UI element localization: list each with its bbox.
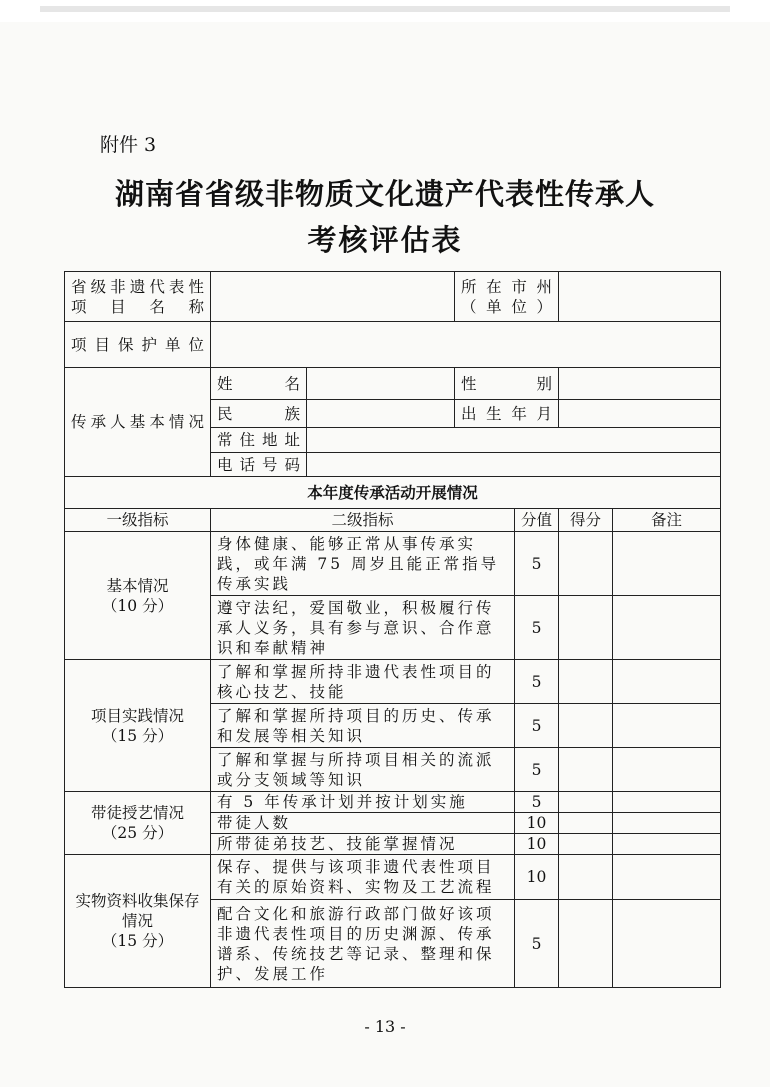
col-header-level2: 二级指标 — [211, 509, 515, 532]
note-field[interactable] — [613, 834, 721, 855]
table-row — [65, 322, 721, 368]
document-title: 湖南省省级非物质文化遗产代表性传承人 — [114, 177, 655, 211]
note-field[interactable] — [613, 532, 721, 596]
section-title: 本年度传承活动开展情况 — [65, 477, 721, 509]
indicator-text: 遵守法纪，爱国敬业，积极履行传承人义务，具有参与意识、合作意识和奉献精神 — [211, 596, 515, 660]
protection-unit-field[interactable] — [211, 322, 721, 368]
group-label: 带徒授艺情况 （25 分） — [65, 792, 211, 855]
table-row — [65, 532, 721, 596]
got-field[interactable] — [559, 855, 613, 900]
name-label: 姓 名 — [211, 368, 307, 400]
ethnicity-field[interactable] — [307, 400, 455, 428]
document-subtitle: 考核评估表 — [307, 223, 463, 257]
score-value: 10 — [515, 813, 559, 834]
indicator-text: 所带徒弟技艺、技能掌握情况 — [211, 834, 515, 855]
got-field[interactable] — [559, 660, 613, 704]
indicator-text: 身体健康、能够正常从事传承实践，或年满 75 周岁且能正常指导传承实践 — [211, 532, 515, 596]
protection-unit-label: 项目保护单位 — [65, 322, 211, 368]
ethnicity-label: 民 族 — [211, 400, 307, 428]
group-label: 项目实践情况 （15 分） — [65, 660, 211, 792]
score-value: 5 — [515, 532, 559, 596]
table-row — [65, 272, 721, 322]
col-header-score: 分值 — [515, 509, 559, 532]
gender-field[interactable] — [559, 368, 721, 400]
score-value: 5 — [515, 596, 559, 660]
note-field[interactable] — [613, 792, 721, 813]
note-field[interactable] — [613, 900, 721, 988]
score-value: 5 — [515, 900, 559, 988]
got-field[interactable] — [559, 596, 613, 660]
score-value: 5 — [515, 748, 559, 792]
table-row — [65, 660, 721, 704]
got-field[interactable] — [559, 748, 613, 792]
got-field[interactable] — [559, 704, 613, 748]
table-row — [65, 477, 721, 509]
table-row — [65, 368, 721, 400]
got-field[interactable] — [559, 792, 613, 813]
scan-top-edge — [0, 0, 770, 22]
indicator-text: 了解和掌握所持项目的历史、传承和发展等相关知识 — [211, 704, 515, 748]
address-field[interactable] — [307, 428, 721, 453]
table-row — [65, 792, 721, 813]
city-field[interactable] — [559, 272, 721, 322]
indicator-text: 带徒人数 — [211, 813, 515, 834]
indicator-text: 有 5 年传承计划并按计划实施 — [211, 792, 515, 813]
score-value: 5 — [515, 704, 559, 748]
birth-label: 出生年月 — [455, 400, 559, 428]
indicator-text: 了解和掌握与所持项目相关的流派或分支领域等知识 — [211, 748, 515, 792]
birth-field[interactable] — [559, 400, 721, 428]
page-number: - 13 - — [364, 1017, 406, 1036]
note-field[interactable] — [613, 855, 721, 900]
project-name-label: 省级非遗代表性 项 目 名 称 — [65, 272, 211, 322]
basic-info-label: 传承人基本情况 — [65, 368, 211, 477]
got-field[interactable] — [559, 813, 613, 834]
score-value: 10 — [515, 834, 559, 855]
note-field[interactable] — [613, 704, 721, 748]
note-field[interactable] — [613, 813, 721, 834]
note-field[interactable] — [613, 748, 721, 792]
table-header-row — [65, 509, 721, 532]
city-label: 所在市州 （单位） — [455, 272, 559, 322]
address-label: 常住地址 — [211, 428, 307, 453]
col-header-level1: 一级指标 — [65, 509, 211, 532]
score-value: 10 — [515, 855, 559, 900]
col-header-note: 备注 — [613, 509, 721, 532]
got-field[interactable] — [559, 900, 613, 988]
indicator-text: 配合文化和旅游行政部门做好该项非遗代表性项目的历史渊源、传承谱系、传统技艺等记录、整理和保护、发展工作 — [211, 900, 515, 988]
attachment-label: 附件 3 — [100, 134, 157, 156]
got-field[interactable] — [559, 532, 613, 596]
col-header-got: 得分 — [559, 509, 613, 532]
group-label: 实物资料收集保存情况 （15 分） — [65, 855, 211, 988]
note-field[interactable] — [613, 660, 721, 704]
indicator-text: 了解和掌握所持非遗代表性项目的核心技艺、技能 — [211, 660, 515, 704]
phone-label: 电话号码 — [211, 453, 307, 477]
got-field[interactable] — [559, 834, 613, 855]
note-field[interactable] — [613, 596, 721, 660]
group-label: 基本情况 （10 分） — [65, 532, 211, 660]
score-value: 5 — [515, 792, 559, 813]
score-value: 5 — [515, 660, 559, 704]
phone-field[interactable] — [307, 453, 721, 477]
table-row — [65, 855, 721, 900]
gender-label: 性 别 — [455, 368, 559, 400]
project-name-field[interactable] — [211, 272, 455, 322]
name-field[interactable] — [307, 368, 455, 400]
indicator-text: 保存、提供与该项非遗代表性项目有关的原始资料、实物及工艺流程 — [211, 855, 515, 900]
assessment-table — [64, 271, 721, 988]
